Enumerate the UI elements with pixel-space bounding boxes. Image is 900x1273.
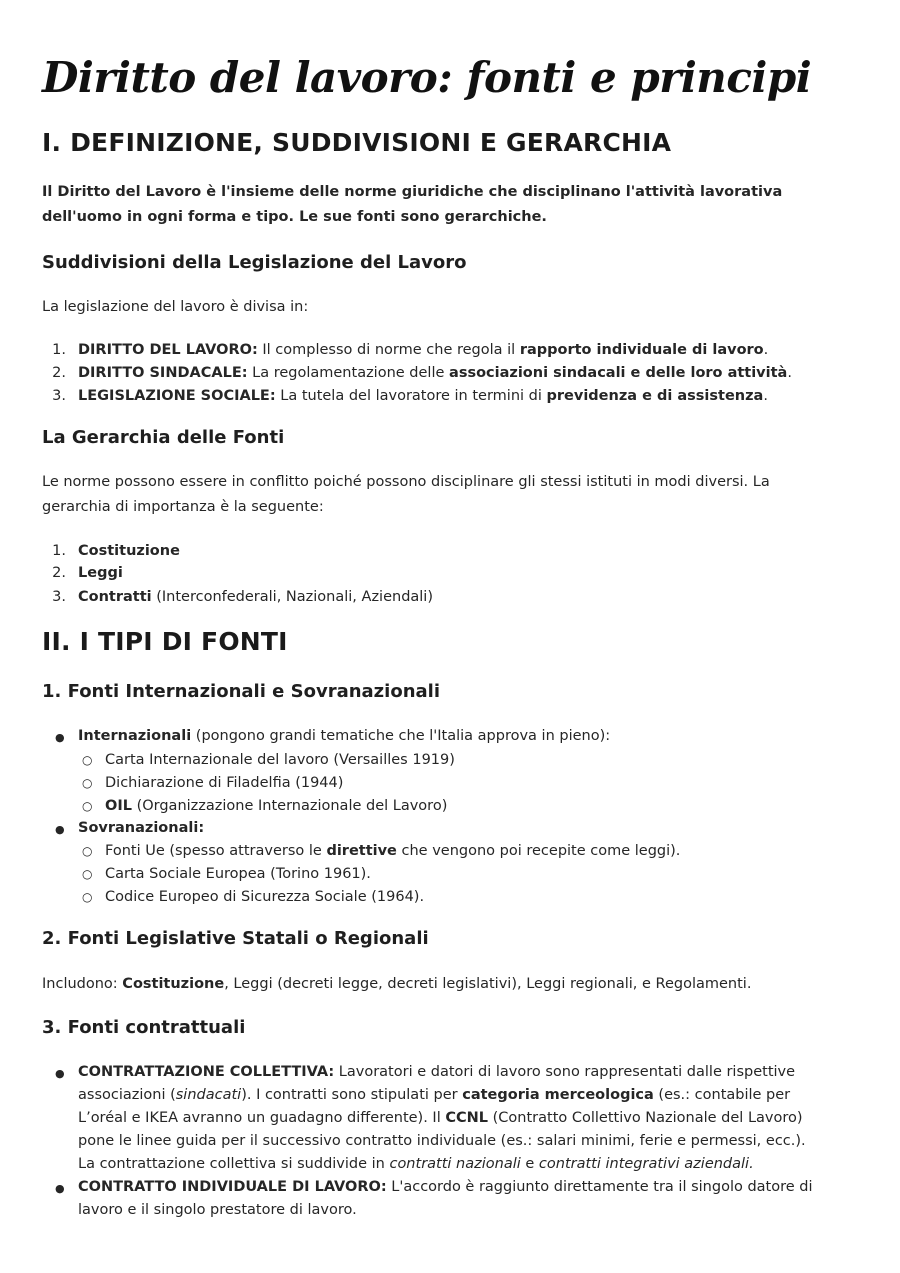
subheading-fonti-contrattuali: 3. Fonti contrattuali xyxy=(42,1017,246,1038)
list-item-line xyxy=(78,1061,795,1084)
subheading-gerarchia: La Gerarchia delle Fonti xyxy=(42,427,285,448)
list-end: . xyxy=(787,365,792,381)
list-item xyxy=(78,725,610,748)
list-item-line xyxy=(78,1153,754,1176)
list-text: (Contratto Collettivo Nazionale del Lavoro) xyxy=(488,1110,803,1126)
list-italic: contratti integrativi aziendali. xyxy=(538,1156,754,1172)
list-term: OIL xyxy=(105,798,132,814)
list-text: L'accordo è raggiunto direttamente tra il singolo datore di xyxy=(386,1179,813,1195)
gerarchia-lead-1: Le norme possono essere in conflitto poiché possono disciplinare gli stessi istituti in modi diversi. La xyxy=(42,474,770,490)
circle-bullet-icon: ○ xyxy=(82,776,93,790)
list-item-line: lavoro e il singolo prestatore di lavoro. xyxy=(78,1202,357,1218)
list-item xyxy=(78,540,180,563)
list-emphasis: associazioni sindacali e delle loro attività xyxy=(449,365,788,381)
text-emphasis: Costituzione xyxy=(122,976,225,992)
bullet-icon: ● xyxy=(55,731,65,744)
list-text: L’oréal e IKEA avranno un guadagno differente). Il xyxy=(78,1110,446,1126)
list-item xyxy=(105,795,447,818)
list-item: Dichiarazione di Filadelfia (1944) xyxy=(105,775,344,791)
list-item-line xyxy=(78,1176,813,1199)
section-heading-1: I. DEFINIZIONE, SUDDIVISIONI E GERARCHIA xyxy=(42,128,672,157)
list-emphasis: categoria merceologica xyxy=(462,1087,654,1103)
list-item xyxy=(78,586,433,609)
list-text: Il complesso di norme che regola il xyxy=(257,342,520,358)
list-item-line xyxy=(78,1107,803,1130)
list-number: 3. xyxy=(52,388,66,404)
circle-bullet-icon: ○ xyxy=(82,753,93,767)
list-text: che vengono poi recepite come leggi). xyxy=(396,843,681,859)
bullet-icon: ● xyxy=(55,823,65,836)
list-term: Sovranazionali: xyxy=(78,820,205,836)
list-item: Carta Internazionale del lavoro (Versailles 1919) xyxy=(105,752,455,768)
section-heading-2: II. I TIPI DI FONTI xyxy=(42,627,288,656)
list-term: LEGISLAZIONE SOCIALE: xyxy=(78,388,276,404)
list-text: (Interconfederali, Nazionali, Aziendali) xyxy=(151,589,433,605)
circle-bullet-icon: ○ xyxy=(82,799,93,813)
list-emphasis: direttive xyxy=(326,843,397,859)
list-text: La regolamentazione delle xyxy=(247,365,450,381)
list-text: (pongono grandi tematiche che l'Italia approva in pieno): xyxy=(191,728,611,744)
gerarchia-lead-2: gerarchia di importanza è la seguente: xyxy=(42,499,324,515)
list-emphasis: rapporto individuale di lavoro xyxy=(519,342,764,358)
list-italic: contratti nazionali xyxy=(389,1156,521,1172)
list-item xyxy=(78,362,792,385)
list-item-line: pone le linee guida per il successivo contratto individuale (es.: salari minimi, ferie e permessi, ecc.). xyxy=(78,1133,806,1149)
suddivisioni-lead: La legislazione del lavoro è divisa in: xyxy=(42,299,309,315)
list-item xyxy=(105,840,680,863)
text-part: , Leggi (decreti legge, decreti legislativi), Leggi regionali, e Regolamenti. xyxy=(224,976,752,992)
list-item: Codice Europeo di Sicurezza Sociale (1964). xyxy=(105,889,425,905)
list-term: CONTRATTAZIONE COLLETTIVA: xyxy=(78,1064,335,1080)
intro-line-1: Il Diritto del Lavoro è l'insieme delle norme giuridiche che disciplinano l'attività lavorativa xyxy=(42,184,783,200)
circle-bullet-icon: ○ xyxy=(82,890,93,904)
list-term: DIRITTO SINDACALE: xyxy=(78,365,248,381)
list-term: Contratti xyxy=(78,589,152,605)
list-term: Leggi xyxy=(78,565,123,581)
text-part: Includono: xyxy=(42,976,123,992)
list-text: (es.: contabile per xyxy=(653,1087,791,1103)
list-emphasis: previdenza e di assistenza xyxy=(546,388,764,404)
list-number: 1. xyxy=(52,543,66,559)
intro-line-2: dell'uomo in ogni forma e tipo. Le sue fonti sono gerarchiche. xyxy=(42,209,547,225)
subheading-suddivisioni: Suddivisioni della Legislazione del Lavoro xyxy=(42,252,467,273)
list-text: associazioni ( xyxy=(78,1087,176,1103)
list-text: Fonti Ue (spesso attraverso le xyxy=(105,843,327,859)
circle-bullet-icon: ○ xyxy=(82,867,93,881)
subheading-fonti-internazionali: 1. Fonti Internazionali e Sovranazionali xyxy=(42,681,440,702)
list-end: . xyxy=(763,342,769,358)
list-number: 1. xyxy=(52,342,66,358)
list-item: Carta Sociale Europea (Torino 1961). xyxy=(105,866,371,882)
list-item xyxy=(78,385,768,408)
list-number: 2. xyxy=(52,365,66,381)
list-end: . xyxy=(763,388,768,404)
list-item xyxy=(78,817,204,840)
fonti-legislative-text xyxy=(42,973,751,996)
list-item-line xyxy=(78,1084,790,1107)
list-text: (Organizzazione Internazionale del Lavoro) xyxy=(131,798,448,814)
circle-bullet-icon: ○ xyxy=(82,844,93,858)
document-title: Diritto del lavoro: fonti e principi xyxy=(42,53,812,102)
list-text: La tutela del lavoratore in termini di xyxy=(275,388,547,404)
list-item xyxy=(78,339,768,362)
list-number: 3. xyxy=(52,589,66,605)
list-item xyxy=(78,562,123,585)
list-text: Lavoratori e datori di lavoro sono rappresentati dalle rispettive xyxy=(334,1064,796,1080)
list-term: Costituzione xyxy=(78,543,180,559)
list-text: ). I contratti sono stipulati per xyxy=(241,1087,463,1103)
list-emphasis: CCNL xyxy=(445,1110,489,1126)
bullet-icon: ● xyxy=(55,1067,65,1080)
list-italic: sindacati xyxy=(175,1087,242,1103)
list-term: Internazionali xyxy=(78,728,192,744)
list-term: CONTRATTO INDIVIDUALE DI LAVORO: xyxy=(78,1179,387,1195)
list-term: DIRITTO DEL LAVORO: xyxy=(78,342,258,358)
subheading-fonti-legislative: 2. Fonti Legislative Statali o Regionali xyxy=(42,928,429,949)
list-number: 2. xyxy=(52,565,66,581)
list-text: e xyxy=(520,1156,539,1172)
bullet-icon: ● xyxy=(55,1182,65,1195)
list-text: La contrattazione collettiva si suddivide in xyxy=(78,1156,390,1172)
